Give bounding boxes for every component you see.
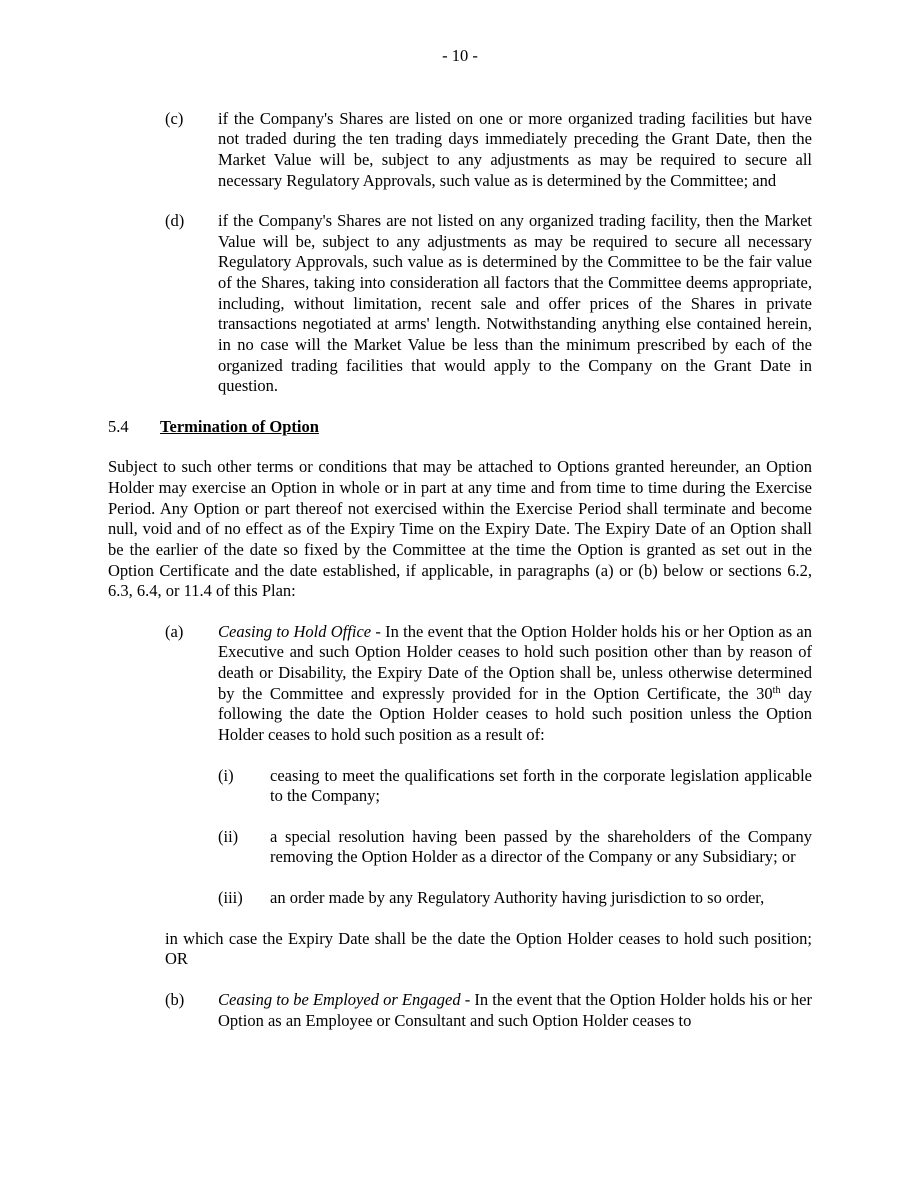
intro-paragraph: Subject to such other terms or conditions that may be attached to Options granted hereunder, an Option Holder may exercise an Option in whole or in part at any time and from time to time during the Exercise Period. Any Option or part thereof not exercised within the Exercise Period shall terminate and become null, void and of no effect as of the Expiry Time on the Expiry Date. The Expiry Date of an Option shall be the earlier of the date so fixed by the Committee at the time the Option is granted as set out in the Option Certificate and the date established, if applicable, in paragraphs (a) or (b) below or sections 6.2, 6.3, 6.4, or 11.4 of this Plan: bbox=[108, 457, 812, 601]
list-item-b bbox=[108, 990, 812, 1031]
list-item-c-label: (c) bbox=[165, 108, 184, 128]
list-item-d-text: if the Company's Shares are not listed on any organized trading facility, then the Market Value will be, subject to any adjustments as may be required to secure all necessary Regulatory Approvals, such value as is determined by the Committee to be the fair value of the Shares, taking into consideration all factors that the Committee deems appropriate, including, without limitation, recent sale and offer prices of the Shares in private transactions negotiated at arms' length. Notwithstanding anything else contained herein, in no case will the Market Value be less than the minimum prescribed by each of the organized trading facilities that would apply to the Company on the Grant Date in question. bbox=[218, 211, 812, 396]
list-item-c bbox=[108, 109, 812, 192]
section-number: 5.4 bbox=[108, 416, 129, 436]
continuation-paragraph: in which case the Expiry Date shall be the date the Option Holder ceases to hold such position; OR bbox=[165, 928, 812, 969]
sub-item-ii bbox=[108, 827, 812, 868]
item-b-text-rest: - In the event that the Option Holder holds his or her Option as an Employee or Consultant and such Option Holder ceases to bbox=[218, 989, 812, 1030]
sub-item-iii bbox=[108, 888, 812, 909]
sub-item-iii-text: an order made by any Regulatory Authority having jurisdiction to so order, bbox=[270, 888, 765, 907]
sub-item-i bbox=[108, 766, 812, 807]
list-item-c-text: if the Company's Shares are listed on one or more organized trading facilities but have not traded during the ten trading days immediately preceding the Grant Date, then the Market Value will be, subject to any adjustments as may be required to secure all necessary Regulatory Approvals, such value as is determined by the Committee; and bbox=[218, 108, 812, 190]
section-title: Termination of Option bbox=[160, 416, 319, 436]
list-item-a-label: (a) bbox=[165, 621, 184, 641]
sub-item-ii-text: a special resolution having been passed by the shareholders of the Company removing the Option Holder as a director of the Company or any Subsidiary; or bbox=[270, 826, 812, 867]
item-a-text-after-sup: day following the date the Option Holder ceases to hold such position unless the Option Holder ceases to hold such position as a result of: bbox=[218, 683, 812, 744]
sub-item-iii-label: (iii) bbox=[218, 888, 243, 907]
sub-item-i-label: (i) bbox=[218, 765, 234, 785]
item-a-text-before-sup: - In the event that the Option Holder holds his or her Option as an Executive and such Option Holder ceases to hold such position other than by reason of death or Disability, the Expiry Date of the Option shall be, unless otherwise determined by the Committee and expressly provided for in the Option Certificate, the 30 bbox=[218, 621, 813, 703]
list-item-a-text bbox=[218, 622, 812, 746]
list-item-a bbox=[108, 622, 812, 746]
item-b-lead-italic: Ceasing to be Employed or Engaged bbox=[218, 989, 461, 1009]
sub-item-i-text: ceasing to meet the qualifications set forth in the corporate legislation applicable to the Company; bbox=[270, 765, 812, 806]
list-item-d bbox=[108, 211, 812, 397]
item-a-lead-italic: Ceasing to Hold Office bbox=[218, 621, 372, 641]
section-heading bbox=[108, 417, 812, 438]
sub-item-ii-label: (ii) bbox=[218, 826, 239, 846]
list-item-b-text bbox=[218, 990, 812, 1031]
page-number: - 10 - bbox=[442, 46, 478, 65]
item-a-ordinal-superscript: th bbox=[772, 685, 781, 696]
list-item-d-label: (d) bbox=[165, 211, 185, 231]
list-item-b-label: (b) bbox=[165, 989, 185, 1009]
